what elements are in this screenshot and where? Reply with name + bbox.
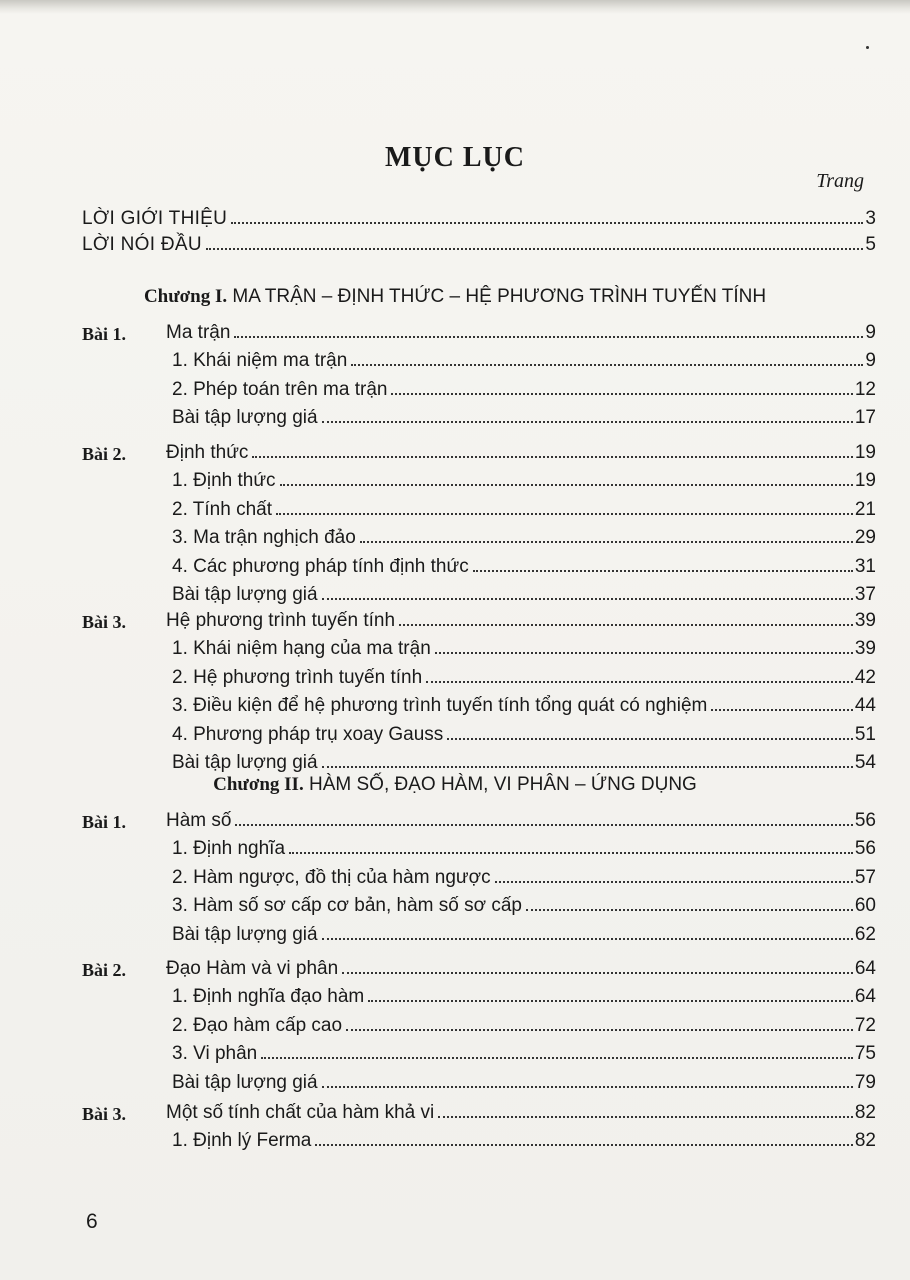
toc-entry-label: Định thức — [166, 442, 249, 463]
dot-leader — [351, 364, 863, 366]
section-entry[interactable] — [172, 752, 876, 774]
toc-entry-page: 37 — [854, 584, 876, 605]
dot-leader — [526, 909, 853, 911]
dot-leader — [322, 421, 853, 423]
dot-leader — [322, 766, 853, 768]
toc-entry-page: 60 — [854, 895, 876, 917]
toc-entry-label: 1. Khái niệm ma trận — [172, 350, 348, 372]
toc-entry-page: 42 — [854, 666, 876, 688]
section-entry[interactable] — [172, 986, 876, 1008]
dot-leader — [235, 824, 852, 826]
section-entry[interactable] — [172, 379, 876, 401]
toc-entry-page: 75 — [854, 1043, 876, 1065]
toc-entry-label: 1. Định thức — [172, 470, 276, 492]
toc-entry-page: 57 — [854, 866, 876, 888]
toc-entry-page: 9 — [865, 350, 876, 372]
toc-entry-label: Hệ phương trình tuyến tính — [166, 610, 396, 631]
toc-entry-label: 2. Hàm ngược, đồ thị của hàm ngược — [172, 866, 491, 888]
toc-entry-page: 39 — [854, 638, 876, 660]
dot-leader — [368, 1000, 853, 1002]
toc-entry-label: Bài tập lượng giá — [172, 584, 318, 605]
toc-entry-page: 62 — [854, 923, 876, 945]
lesson-entry[interactable] — [166, 610, 876, 632]
lesson-label: Bài 3. — [82, 1104, 127, 1124]
toc-entry-page: 21 — [854, 498, 876, 520]
section-entry[interactable] — [172, 1072, 876, 1094]
dot-leader — [322, 598, 853, 600]
toc-entry-label: 2. Tính chất — [172, 498, 272, 520]
dot-leader — [447, 738, 853, 740]
lesson-entry[interactable] — [166, 1102, 876, 1124]
section-entry[interactable] — [172, 867, 876, 889]
lesson-entry[interactable] — [166, 958, 876, 980]
lesson-entry[interactable] — [166, 442, 876, 464]
page-top-edge — [0, 0, 910, 14]
section-entry[interactable] — [172, 638, 876, 660]
toc-entry-page: 17 — [854, 407, 876, 429]
dot-leader — [360, 541, 853, 543]
dot-leader — [399, 624, 853, 626]
toc-entry-page: 5 — [865, 234, 876, 255]
dot-leader — [473, 570, 853, 572]
page-column-label: Trang — [816, 170, 864, 192]
toc-entry-page: 82 — [854, 1102, 876, 1123]
dot-leader — [711, 709, 852, 711]
dot-leader — [435, 652, 853, 654]
section-entry[interactable] — [172, 350, 876, 372]
chapter-prefix: Chương II. — [213, 774, 304, 795]
toc-entry-label: 2. Hệ phương trình tuyến tính — [172, 666, 423, 688]
section-entry[interactable] — [172, 499, 876, 521]
toc-entry-label: Bài tập lượng giá — [172, 923, 318, 945]
dot-leader — [342, 972, 853, 974]
dot-leader — [391, 393, 852, 395]
lesson-label: Bài 2. — [82, 444, 127, 464]
toc-entry-page: 12 — [854, 378, 876, 400]
page-number: 6 — [86, 1210, 98, 1233]
toc-entry-label: Hàm số — [166, 810, 232, 831]
chapter-heading — [0, 286, 910, 308]
lesson-entry[interactable] — [166, 322, 876, 344]
toc-entry-page: 9 — [865, 322, 876, 343]
toc-entry-label: 2. Phép toán trên ma trận — [172, 378, 388, 400]
section-entry[interactable] — [172, 667, 876, 689]
front-matter-entry[interactable] — [82, 234, 876, 256]
toc-entry-page: 54 — [854, 752, 876, 773]
lesson-label: Bài 1. — [82, 324, 127, 344]
ink-speck — [866, 46, 869, 49]
toc-entry-page: 56 — [854, 838, 876, 860]
dot-leader — [426, 681, 853, 683]
chapter-prefix: Chương I. — [143, 286, 228, 307]
dot-leader — [280, 484, 853, 486]
toc-entry-label: 4. Các phương pháp tính định thức — [172, 555, 469, 577]
section-entry[interactable] — [172, 895, 876, 917]
section-entry[interactable] — [172, 407, 876, 429]
dot-leader — [346, 1029, 853, 1031]
toc-entry-page: 64 — [854, 958, 876, 979]
toc-entry-page: 64 — [854, 986, 876, 1008]
dot-leader — [231, 222, 863, 224]
front-matter-entry[interactable] — [82, 208, 876, 230]
dot-leader — [322, 1086, 853, 1088]
toc-entry-label: Đạo Hàm và vi phân — [166, 958, 339, 979]
toc-entry-label: Bài tập lượng giá — [172, 752, 318, 773]
chapter-heading — [0, 774, 910, 796]
toc-entry-label: 3. Điều kiện để hệ phương trình tuyến tính tổng quát có nghiệm — [172, 695, 708, 717]
toc-entry-page: 44 — [854, 695, 876, 717]
section-entry[interactable] — [172, 556, 876, 578]
dot-leader — [495, 881, 853, 883]
toc-entry-page: 3 — [865, 208, 876, 229]
dot-leader — [206, 248, 864, 250]
dot-leader — [315, 1144, 852, 1146]
section-entry[interactable] — [172, 470, 876, 492]
toc-entry-label: 3. Ma trận nghịch đảo — [172, 527, 356, 549]
lesson-label: Bài 1. — [82, 812, 127, 832]
toc-entry-page: 29 — [854, 527, 876, 549]
toc-entry-label: 1. Khái niệm hạng của ma trận — [172, 638, 431, 660]
dot-leader — [234, 336, 863, 338]
toc-entry-page: 79 — [854, 1071, 876, 1093]
toc-entry-label: Ma trận — [166, 322, 231, 343]
lesson-entry[interactable] — [166, 810, 876, 832]
section-entry[interactable] — [172, 724, 876, 746]
section-entry[interactable] — [172, 1043, 876, 1065]
toc-entry-label: Bài tập lượng giá — [172, 1071, 318, 1093]
toc-entry-page: 72 — [854, 1014, 876, 1036]
toc-entry-label: 1. Định nghĩa đạo hàm — [172, 986, 365, 1008]
toc-entry-label: 1. Định lý Ferma — [172, 1130, 312, 1152]
toc-entry-page: 19 — [854, 442, 876, 463]
dot-leader — [261, 1057, 853, 1059]
toc-entry-label: 4. Phương pháp trụ xoay Gauss — [172, 723, 444, 745]
toc-entry-label: Bài tập lượng giá — [172, 407, 318, 429]
section-entry[interactable] — [172, 924, 876, 946]
section-entry[interactable] — [172, 1015, 876, 1037]
toc-entry-label: Một số tính chất của hàm khả vi — [166, 1102, 435, 1123]
section-entry[interactable] — [172, 695, 876, 717]
chapter-title: HÀM SỐ, ĐẠO HÀM, VI PHÂN – ỨNG DỤNG — [309, 774, 697, 795]
toc-entry-label: 1. Định nghĩa — [172, 838, 286, 860]
section-entry[interactable] — [172, 838, 876, 860]
toc-entry-label: 3. Hàm số sơ cấp cơ bản, hàm số sơ cấp — [172, 895, 522, 917]
toc-entry-page: 19 — [854, 470, 876, 492]
lesson-label: Bài 3. — [82, 612, 127, 632]
dot-leader — [252, 456, 852, 458]
section-entry[interactable] — [172, 527, 876, 549]
toc-entry-page: 39 — [854, 610, 876, 631]
lesson-label: Bài 2. — [82, 960, 127, 980]
toc-entry-label: LỜI GIỚI THIỆU — [82, 208, 228, 229]
section-entry[interactable] — [172, 584, 876, 606]
dot-leader — [322, 938, 853, 940]
chapter-title: MA TRẬN – ĐỊNH THỨC – HỆ PHƯƠNG TRÌNH TUYẾN TÍNH — [232, 286, 767, 307]
toc-entry-page: 56 — [854, 810, 876, 831]
dot-leader — [438, 1116, 853, 1118]
toc-entry-page: 31 — [854, 555, 876, 577]
toc-entry-label: 3. Vi phân — [172, 1043, 258, 1065]
toc-entry-page: 51 — [854, 723, 876, 745]
toc-entry-label: 2. Đạo hàm cấp cao — [172, 1014, 343, 1036]
dot-leader — [289, 852, 853, 854]
toc-entry-label: LỜI NÓI ĐẦU — [82, 234, 202, 255]
section-entry[interactable] — [172, 1130, 876, 1152]
page-title: MỤC LỤC — [385, 142, 525, 173]
toc-entry-page: 82 — [854, 1130, 876, 1152]
dot-leader — [276, 513, 853, 515]
